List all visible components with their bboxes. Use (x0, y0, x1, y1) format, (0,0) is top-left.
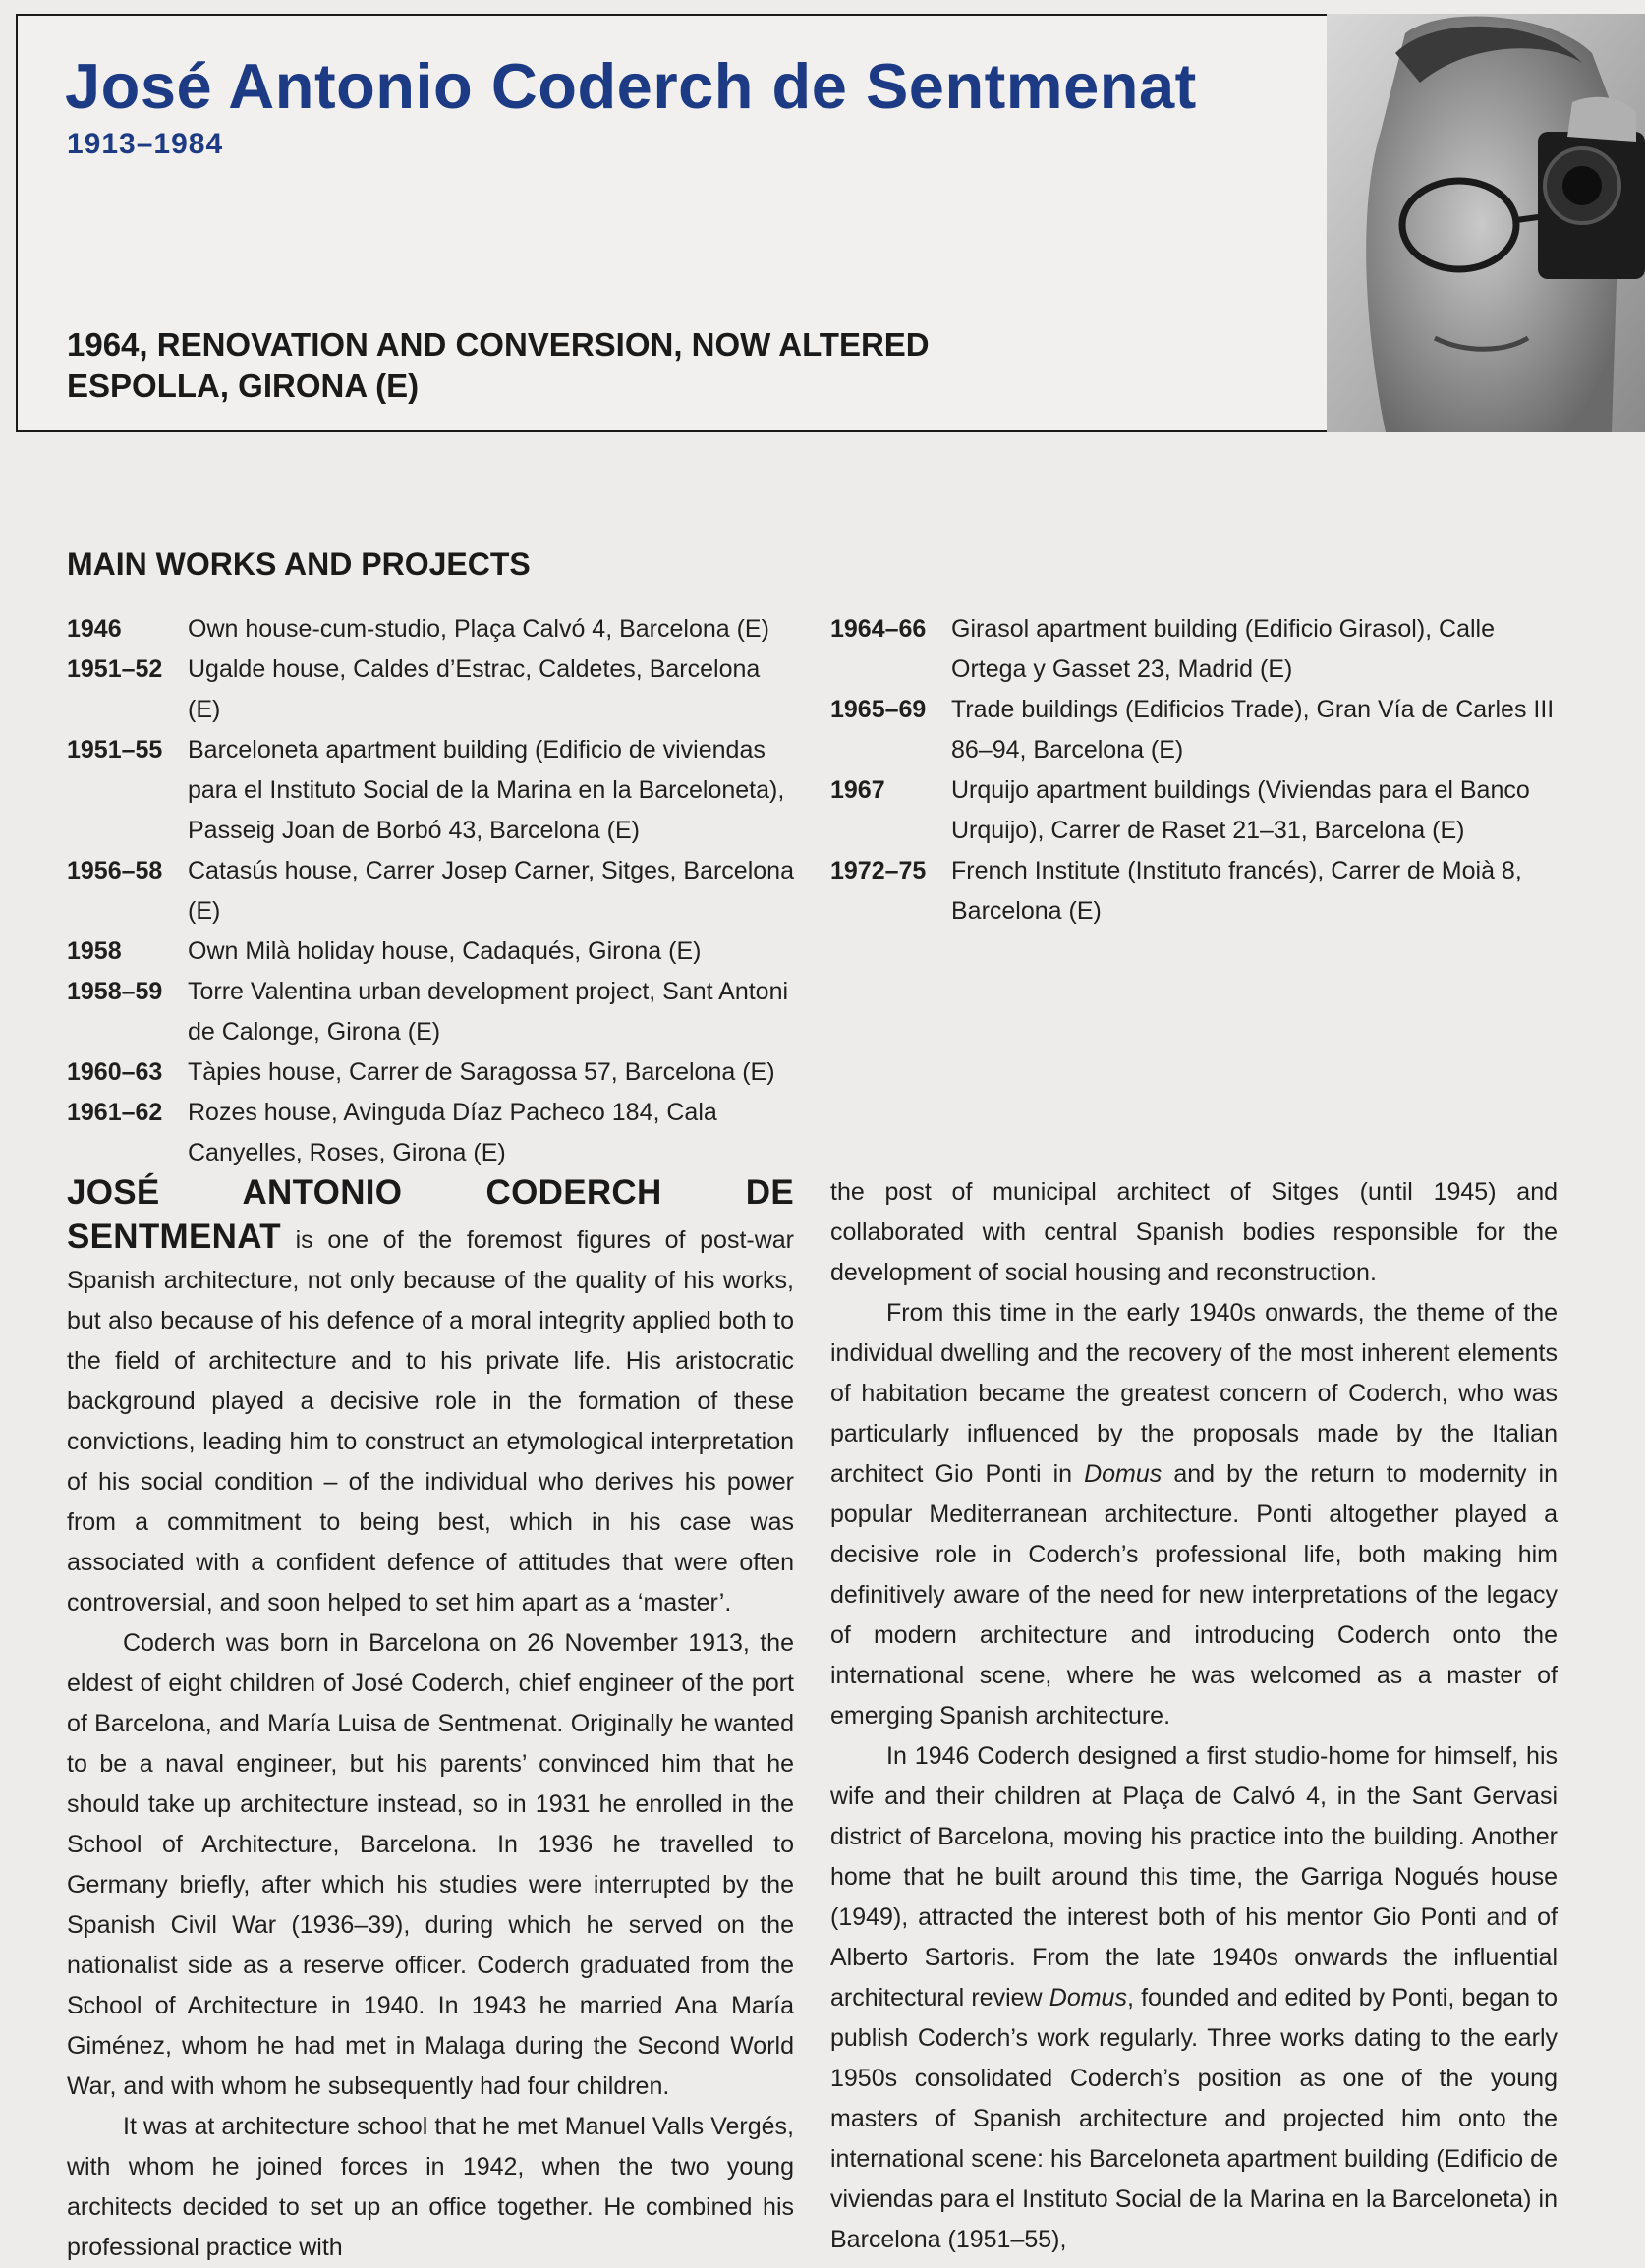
work-year: 1946 (67, 615, 122, 643)
work-year: 1958 (67, 937, 122, 965)
work-entry (67, 972, 794, 1052)
work-year: 1967 (830, 776, 885, 804)
architect-name: José Antonio Coderch de Sentmenat (65, 50, 1197, 122)
paragraph-text: , founded and edited by Ponti, began to publish Coderch’s work regularly. Three works dating to the early 1950s consolidated Coderch’s position as one of the young masters of Spanish architecture and projected him onto the international scene: his Barceloneta apartment building (Edificio de viviendas para el Instituto Social de la Marina en la Barceloneta) in Barcelona (1951–55), (830, 1984, 1558, 2253)
work-description: Own house-cum-studio, Plaça Calvó 4, Barcelona (E) (188, 615, 769, 643)
work-entry (67, 730, 794, 851)
work-year: 1951–52 (67, 655, 163, 683)
work-description: French Institute (Instituto francés), Carrer de Moià 8, Barcelona (E) (951, 857, 1522, 925)
work-entry (67, 1052, 794, 1093)
work-entry (830, 851, 1558, 932)
body-paragraph: the post of municipal architect of Sitges (until 1945) and collaborated with central Spanish bodies responsible for the development of social housing and reconstruction. (830, 1178, 1558, 1286)
paragraph-text: In 1946 Coderch designed a first studio-home for himself, his wife and their children at Plaça de Calvó 4, in the Sant Gervasi district of Barcelona, moving his practice into the building. Another home that he built around this time, the Garriga Nogués house (1949), attracted the interest both of his mentor Gio Ponti and of Alberto Sartoris. From the late 1940s onwards the influential architectural review (830, 1742, 1558, 2012)
work-description: Catasús house, Carrer Josep Carner, Sitges, Barcelona (E) (188, 857, 794, 925)
body-column-left (67, 1172, 794, 2268)
work-year: 1965–69 (830, 696, 927, 723)
work-year: 1964–66 (830, 615, 927, 643)
work-description: Urquijo apartment buildings (Viviendas para el Banco Urquijo), Carrer de Raset 21–31, Barcelona (E) (951, 776, 1530, 844)
life-years: 1913–1984 (67, 128, 224, 160)
portrait-illustration (1327, 14, 1645, 432)
work-description: Torre Valentina urban development project, Sant Antoni de Calonge, Girona (E) (188, 978, 789, 1046)
work-year: 1956–58 (67, 857, 163, 884)
work-entry (67, 932, 794, 972)
work-entry (67, 609, 794, 650)
work-description: Ugalde house, Caldes d’Estrac, Caldetes, Barcelona (E) (188, 655, 761, 723)
body-paragraph: It was at architecture school that he met Manuel Valls Vergés, with whom he joined forces in 1942, when the two young architects decided to set up an office together. He combined his professional practice with (67, 2113, 794, 2261)
work-entry (830, 690, 1558, 770)
main-works-heading: MAIN WORKS AND PROJECTS (67, 546, 531, 582)
works-list-right (830, 609, 1558, 932)
domus-title: Domus (1084, 1460, 1163, 1488)
work-entry (830, 609, 1558, 690)
work-entry (67, 650, 794, 730)
work-description: Trade buildings (Edificios Trade), Gran Vía de Carles III 86–94, Barcelona (E) (951, 696, 1555, 764)
project-date-line: 1964, RENOVATION AND CONVERSION, NOW ALTERED (67, 326, 930, 363)
work-year: 1958–59 (67, 978, 163, 1005)
domus-title: Domus (1049, 1984, 1127, 2012)
body-paragraph: Coderch was born in Barcelona on 26 November 1913, the eldest of eight children of José Coderch, chief engineer of the port of Barcelona, and María Luisa de Sentmenat. Originally he wanted to be a naval engineer, but his parents’ convinced him that he should take up architecture instead, so in 1931 he enrolled in the School of Architecture, Barcelona. In 1936 he travelled to Germany briefly, after which his studies were interrupted by the Spanish Civil War (1936–39), during which he served on the nationalist side as a reserve officer. Coderch graduated from the School of Architecture in 1940. In 1943 he married Ana María Giménez, whom he had met in Malaga during the Second World War, and with whom he subsequently had four children. (67, 1629, 794, 2100)
paragraph-text: and by the return to modernity in popular Mediterranean architecture. Ponti altogether played a decisive role in Coderch’s professional life, both making him definitively aware of the need for new interpretations of the legacy of modern architecture and introducing Coderch onto the international scene, where he was welcomed as a master of emerging Spanish architecture. (830, 1460, 1558, 1729)
architect-portrait-photo (1327, 14, 1645, 432)
body-column-right (830, 1172, 1558, 2260)
work-year: 1961–62 (67, 1099, 163, 1126)
work-entry (830, 770, 1558, 851)
work-description: Rozes house, Avinguda Díaz Pacheco 184, Cala Canyelles, Roses, Girona (E) (188, 1099, 717, 1166)
work-year: 1951–55 (67, 736, 163, 764)
body-paragraph (830, 1293, 1558, 1736)
works-list-left (67, 609, 794, 1173)
work-year: 1960–63 (67, 1058, 163, 1086)
work-description: Barceloneta apartment building (Edificio de viviendas para el Instituto Social de la Marina en la Barceloneta), Passeig Joan de Borbó 43, Barcelona (E) (188, 736, 785, 844)
body-paragraph (830, 1736, 1558, 2260)
work-description: Tàpies house, Carrer de Saragossa 57, Barcelona (E) (188, 1058, 775, 1086)
work-entry (67, 851, 794, 932)
body-paragraph (67, 1172, 794, 1623)
project-location-line: ESPOLLA, GIRONA (E) (67, 368, 420, 404)
lead-name: JOSÉ ANTONIO CODERCH DE SENTMENAT (67, 1173, 794, 1256)
work-year: 1972–75 (830, 857, 927, 884)
work-description: Own Milà holiday house, Cadaqués, Girona (E) (188, 937, 702, 965)
work-description: Girasol apartment building (Edificio Girasol), Calle Ortega y Gasset 23, Madrid (E) (951, 615, 1496, 683)
paragraph-text: From this time in the early 1940s onwards, the theme of the individual dwelling and the recovery of the most inherent elements of habitation became the greatest concern of Coderch, who was particularly influenced by the proposals made by the Italian architect Gio Ponti in (830, 1299, 1558, 1488)
project-caption (67, 324, 930, 407)
work-entry (67, 1093, 794, 1173)
paragraph-text: is one of the foremost figures of post-war Spanish architecture, not only because of the quality of his works, but also because of his defence of a moral integrity applied both to the field of architecture and to his private life. His aristocratic background played a decisive role in the formation of these convictions, leading him to construct an etymological interpretation of his social condition – of the individual who derives his power from a commitment to being best, which in his case was associated with a confident defence of attitudes that were often controversial, and soon helped to set him apart as a ‘master’. (67, 1226, 794, 1616)
